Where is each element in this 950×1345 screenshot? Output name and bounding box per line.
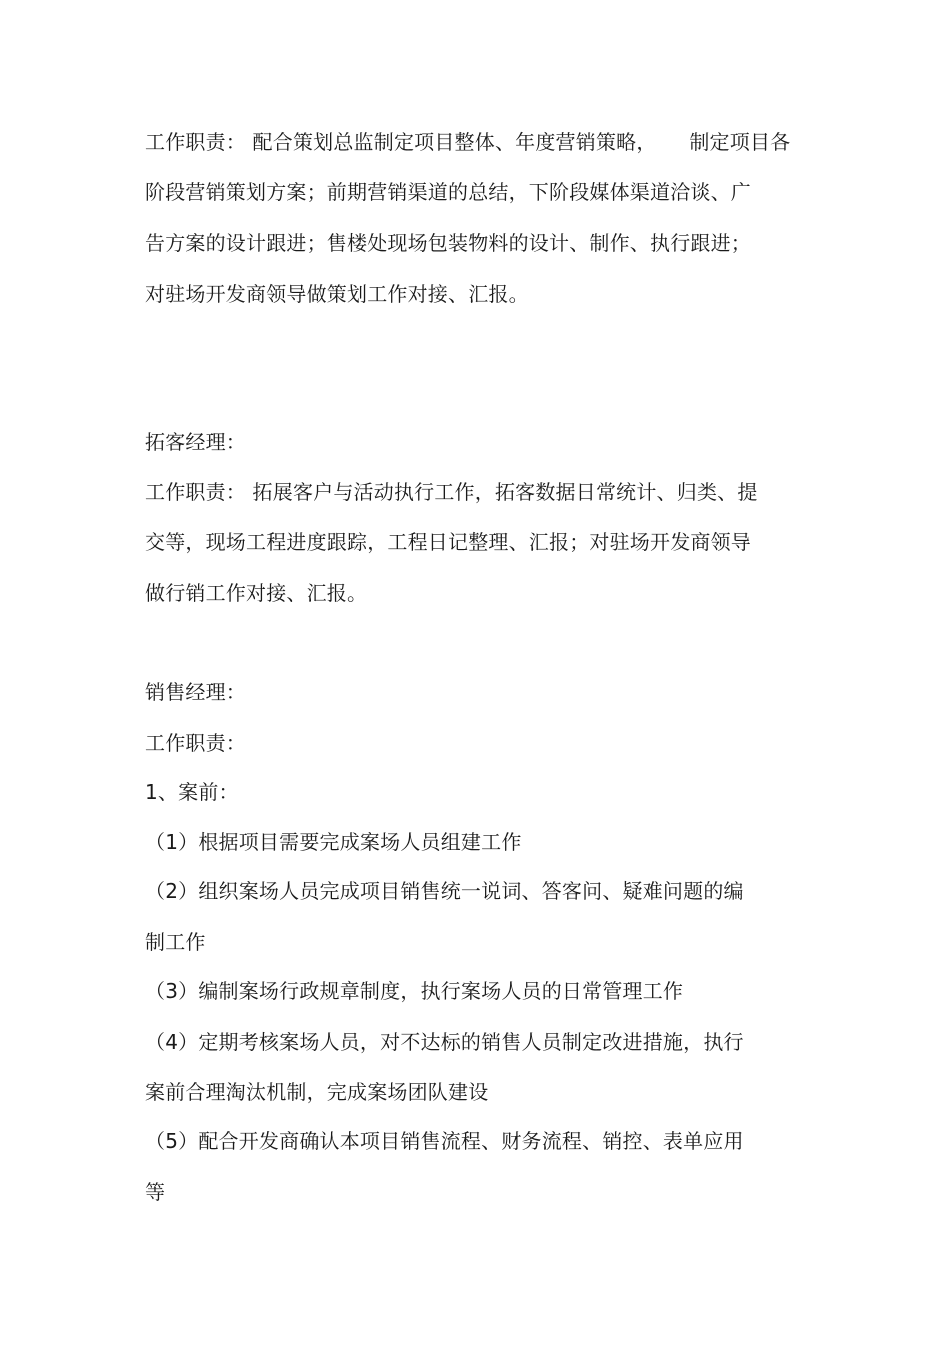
duty-line-2: 阶段营销策划方案；前期营销渠道的总结，下阶段媒体渠道洽谈、广 (145, 180, 751, 204)
section-title-sales-manager: 销售经理： (145, 680, 246, 704)
duty-line-3: 告方案的设计跟进；售楼处现场包装物料的设计、制作、执行跟进； (145, 231, 751, 255)
expansion-duty-line-1: 工作职责： 拓展客户与活动执行工作，拓客数据日常统计、归类、提 (145, 480, 758, 504)
list-item-continuation: 等 (145, 1180, 166, 1204)
section-title-expansion-manager: 拓客经理： (145, 430, 246, 454)
duty-line-1: 工作职责： 配合策划总监制定项目整体、年度营销策略， 制定项目各 (145, 130, 791, 154)
duty-line-4: 对驻场开发商领导做策划工作对接、汇报。 (145, 282, 529, 306)
expansion-duty-line-2: 交等，现场工程进度跟踪，工程日记整理、汇报；对驻场开发商领导 (145, 530, 751, 554)
stage-pre-sale: 1、案前： (145, 780, 239, 804)
expansion-duty-line-3: 做行销工作对接、汇报。 (145, 581, 368, 605)
list-item-continuation: 制工作 (145, 930, 206, 954)
list-item: （3）编制案场行政规章制度，执行案场人员的日常管理工作 (145, 979, 684, 1003)
list-item: （2）组织案场人员完成项目销售统一说词、答客问、疑难问题的编 (145, 879, 744, 903)
list-item-continuation: 案前合理淘汰机制，完成案场团队建设 (145, 1080, 489, 1104)
sales-duty-label: 工作职责： (145, 731, 246, 755)
list-item: （4）定期考核案场人员，对不达标的销售人员制定改进措施，执行 (145, 1030, 744, 1054)
list-item: （5）配合开发商确认本项目销售流程、财务流程、销控、表单应用 (145, 1129, 744, 1153)
list-item: （1）根据项目需要完成案场人员组建工作 (145, 830, 522, 854)
